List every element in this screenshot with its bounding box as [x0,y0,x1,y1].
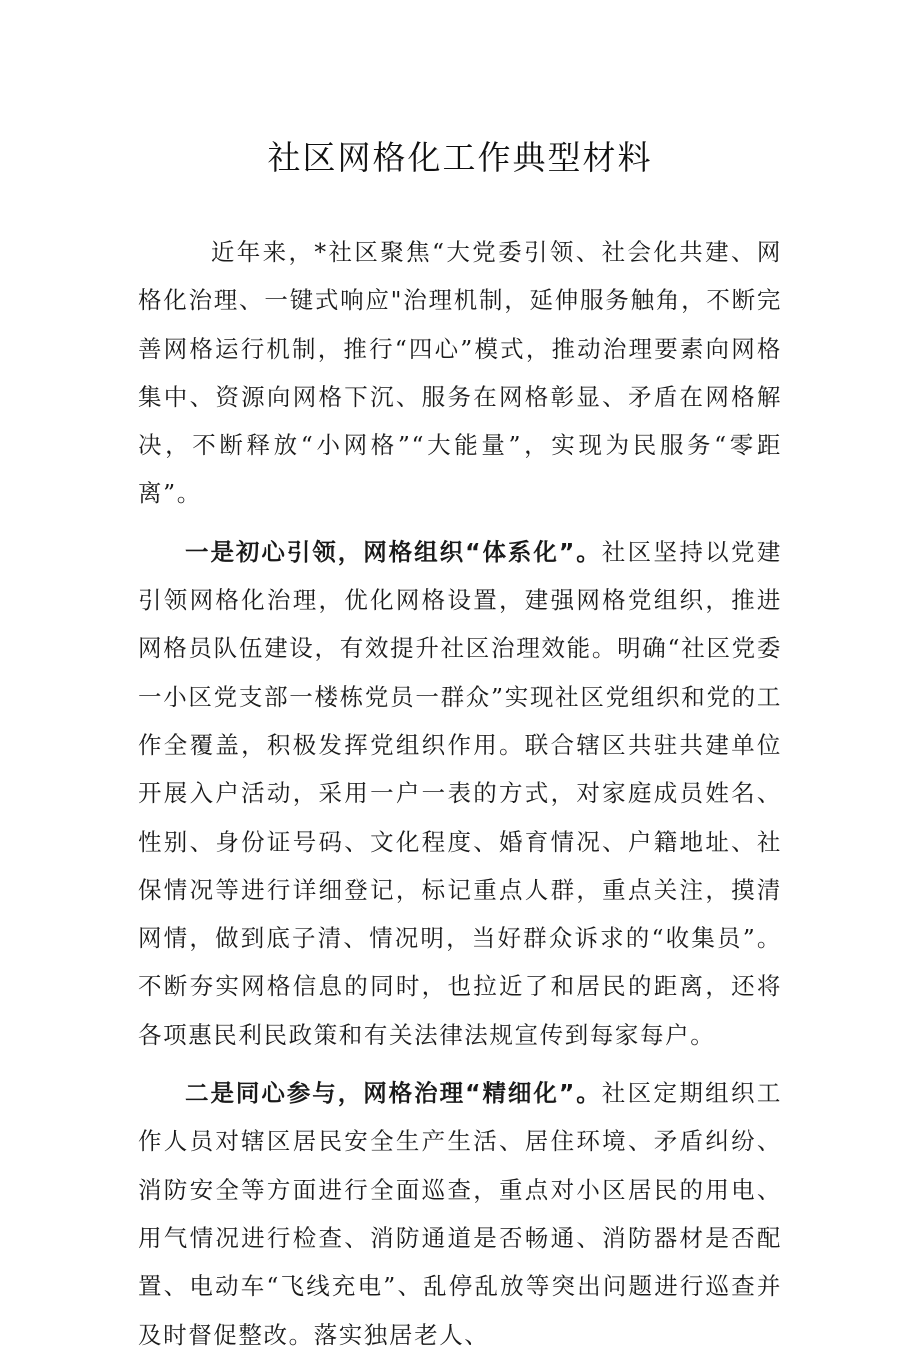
paragraph-section-2 [138,1069,782,1359]
paragraph-section-1 [138,528,782,1059]
document-title: 社区网格化工作典型材料 [267,138,653,177]
section-2-text: 社区定期组织工作人员对辖区居民安全生产生活、居住环境、矛盾纠纷、消防安全等方面进行全面巡查，重点对小区居民的用电、用气情况进行检查、消防通道是否畅通、消防器材是否配置、电动车“飞线充电”、乱停乱放等突出问题进行巡查并及时督促整改。落实独居老人、 [138,1079,782,1349]
section-1-text: 社区坚持以党建引领网格化治理，优化网格设置，建强网格党组织，推进网格员队伍建设，有效提升社区治理效能。明确“社区党委一小区党支部一楼栋党员一群众”实现社区党组织和党的工作全覆盖，积极发挥党组织作用。联合辖区共驻共建单位开展入户活动，采用一户一表的方式，对家庭成员姓名、性别、身份证号码、文化程度、婚育情况、户籍地址、社保情况等进行详细登记，标记重点人群，重点关注，摸清网情，做到底子清、情况明，当好群众诉求的“收集员”。不断夯实网格信息的同时，也拉近了和居民的距离，还将各项惠民利民政策和有关法律法规宣传到每家每户。 [138,537,782,1049]
section-1-heading: 一是初心引领，网格组织“体系化”。 [185,537,602,566]
paragraph-intro-text: 近年来，*社区聚焦“大党委引领、社会化共建、网格化治理、一键式响应"治理机制，延伸服务触角，不断完善网格运行机制，推行“四心”模式，推动治理要素向网格集中、资源向网格下沉、服务在网格彰显、矛盾在网格解决，不断释放“小网格”“大能量”，实现为民服务“零距离”。 [138,238,782,508]
paragraph-intro [138,228,782,518]
section-2-heading: 二是同心参与，网格治理“精细化”。 [185,1079,602,1108]
